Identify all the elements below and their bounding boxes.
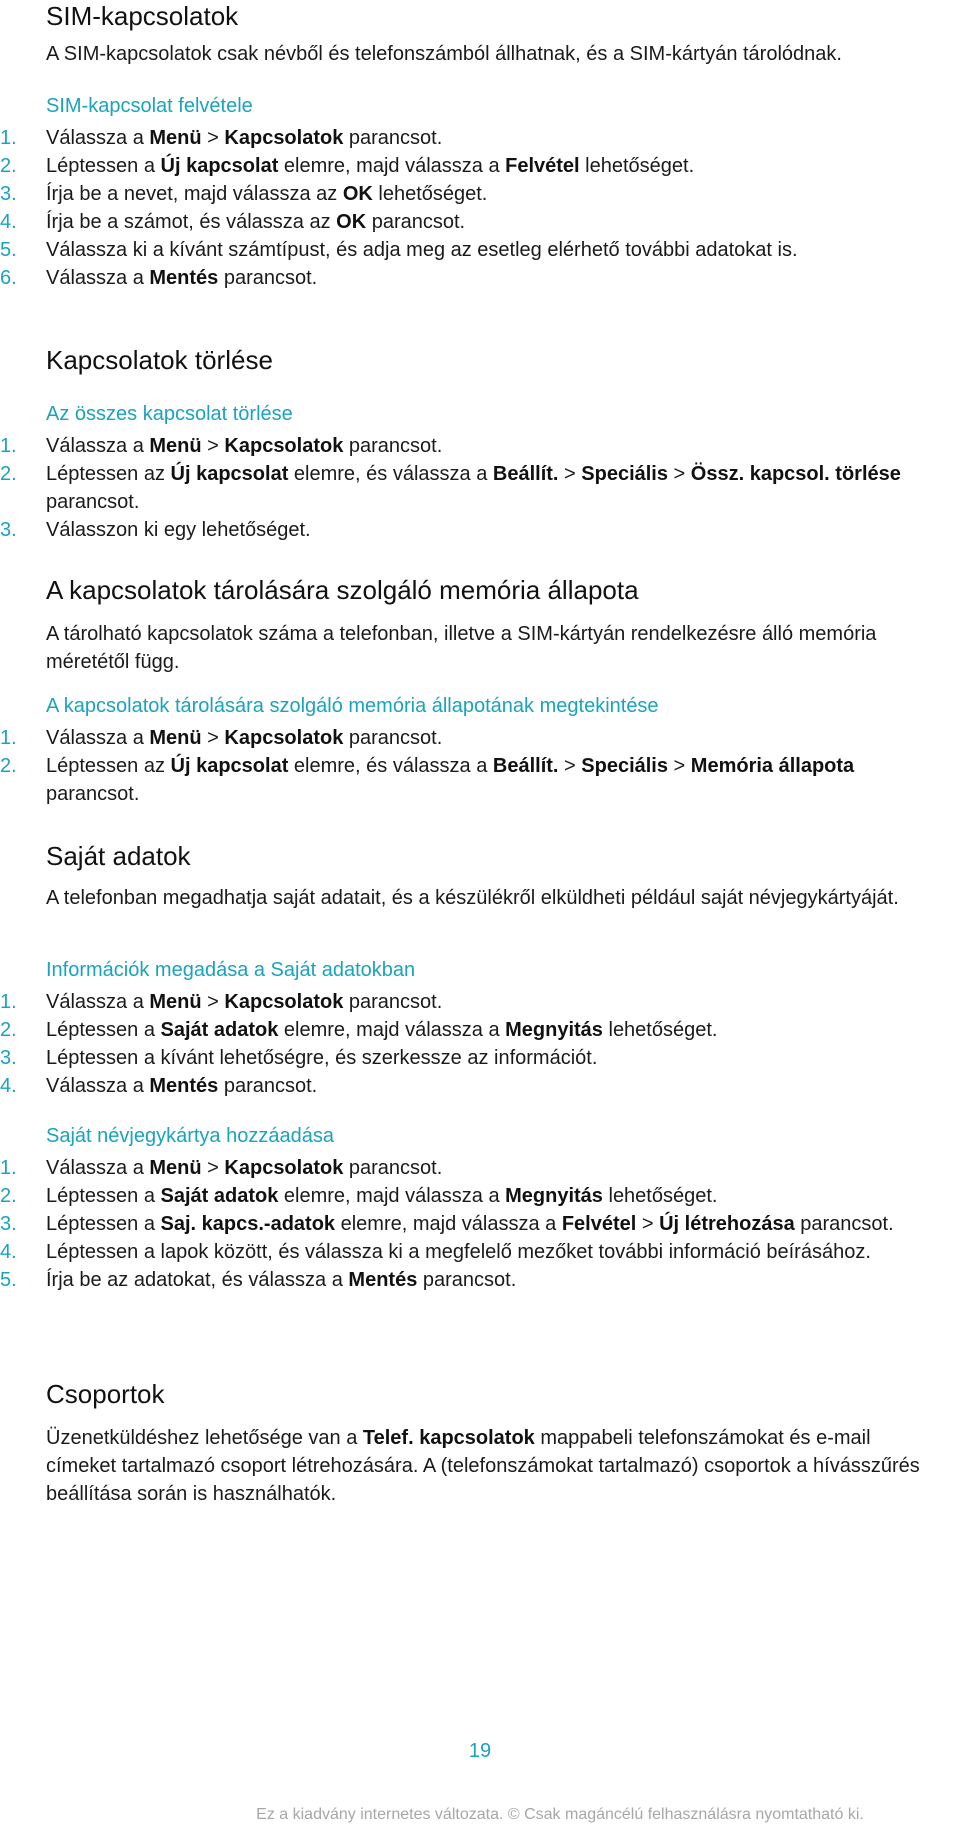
steps-delete-all [0, 432, 926, 544]
step-number: 2. [0, 755, 17, 777]
section-title-own: Saját adatok [46, 841, 191, 871]
list-item: 2. Léptessen az Új kapcsolat elemre, és válassza a Beállít. > Speciális > Össz. kapcsol. törlése parancsot. [46, 460, 926, 516]
section-title-delete: Kapcsolatok törlése [46, 345, 273, 375]
list-item: 4. Írja be a számot, és válassza az OK parancsot. [46, 208, 926, 236]
list-item: 4. Válassza a Mentés parancsot. [46, 1072, 926, 1100]
step-number: 2. [0, 1185, 17, 1207]
steps-own-info [0, 988, 926, 1100]
list-item: 3. Léptessen a Saj. kapcs.-adatok elemre, majd válassza a Felvétel > Új létrehozása parancsot. [46, 1210, 926, 1238]
step-number: 1. [0, 1157, 17, 1179]
list-item: 3. Írja be a nevet, majd válassza az OK lehetőséget. [46, 180, 926, 208]
section-intro-memory: A tárolható kapcsolatok száma a telefonban, illetve a SIM-kártyán rendelkezésre álló memória méretétől függ. [46, 623, 877, 673]
section-title-groups: Csoportok [46, 1379, 165, 1409]
step-number: 2. [0, 1019, 17, 1041]
section-intro-groups: Üzenetküldéshez lehetősége van a Telef. kapcsolatok mappabeli telefonszámokat és e-mail címeket tartalmazó csoport létrehozására. A (telefonszámokat tartalmazó) csoportok a hívásszűrés beállítása során is használhatók. [46, 1427, 920, 1505]
steps-memory-view [0, 724, 926, 808]
page-number: 19 [468, 1740, 492, 1762]
list-item: 2. Léptessen a Új kapcsolat elemre, majd válassza a Felvétel lehetőséget. [46, 152, 926, 180]
list-item: 2. Léptessen a Saját adatok elemre, majd válassza a Megnyitás lehetőséget. [46, 1016, 926, 1044]
step-number: 4. [0, 1075, 17, 1097]
steps-own-card [0, 1154, 926, 1294]
step-number: 3. [0, 1047, 17, 1069]
step-number: 2. [0, 463, 17, 485]
list-item: 2. Léptessen a Saját adatok elemre, majd válassza a Megnyitás lehetőséget. [46, 1182, 926, 1210]
list-item: 3. Léptessen a kívánt lehetőségre, és szerkessze az információt. [46, 1044, 926, 1072]
list-item: 1. Válassza a Menü > Kapcsolatok parancsot. [46, 124, 926, 152]
subsection-title-own-card: Saját névjegykártya hozzáadása [46, 1125, 334, 1147]
section-title-sim: SIM-kapcsolatok [46, 1, 239, 31]
step-number: 4. [0, 211, 17, 233]
section-intro-own: A telefonban megadhatja saját adatait, és a készülékről elküldheti például saját névjegykártyáját. [46, 887, 899, 909]
section-intro-sim: A SIM-kapcsolatok csak névből és telefonszámból állhatnak, és a SIM-kártyán tárolódnak. [46, 43, 842, 65]
section-title-memory: A kapcsolatok tárolására szolgáló memória állapota [46, 575, 639, 605]
step-number: 1. [0, 991, 17, 1013]
step-number: 3. [0, 519, 17, 541]
step-number: 3. [0, 1213, 17, 1235]
subsection-title-own-info: Információk megadása a Saját adatokban [46, 959, 416, 981]
step-number: 6. [0, 267, 17, 289]
list-item: 1. Válassza a Menü > Kapcsolatok parancsot. [46, 1154, 926, 1182]
step-number: 5. [0, 239, 17, 261]
list-item: 1. Válassza a Menü > Kapcsolatok parancsot. [46, 988, 926, 1016]
subsection-title-delete-all: Az összes kapcsolat törlése [46, 403, 293, 425]
subsection-title-memory-view: A kapcsolatok tárolására szolgáló memória állapotának megtekintése [46, 695, 659, 717]
list-item: 4. Léptessen a lapok között, és válassza ki a megfelelő mezőket további információ beírásához. [46, 1238, 926, 1266]
list-item: 2. Léptessen az Új kapcsolat elemre, és válassza a Beállít. > Speciális > Memória állapota parancsot. [46, 752, 926, 808]
subsection-title-sim-add: SIM-kapcsolat felvétele [46, 95, 253, 117]
list-item: 3. Válasszon ki egy lehetőséget. [46, 516, 926, 544]
step-number: 3. [0, 183, 17, 205]
list-item: 6. Válassza a Mentés parancsot. [46, 264, 926, 292]
page-footer: Ez a kiadvány internetes változata. © Csak magáncélú felhasználásra nyomtatható ki. [256, 1806, 864, 1823]
list-item: 1. Válassza a Menü > Kapcsolatok parancsot. [46, 724, 926, 752]
step-number: 4. [0, 1241, 17, 1263]
list-item: 5. Válassza ki a kívánt számtípust, és adja meg az esetleg elérhető további adatokat is. [46, 236, 926, 264]
step-number: 1. [0, 727, 17, 749]
list-item: 5. Írja be az adatokat, és válassza a Mentés parancsot. [46, 1266, 926, 1294]
steps-sim-add [0, 124, 926, 292]
step-number: 1. [0, 127, 17, 149]
step-number: 1. [0, 435, 17, 457]
step-number: 5. [0, 1269, 17, 1291]
list-item: 1. Válassza a Menü > Kapcsolatok parancsot. [46, 432, 926, 460]
step-number: 2. [0, 155, 17, 177]
